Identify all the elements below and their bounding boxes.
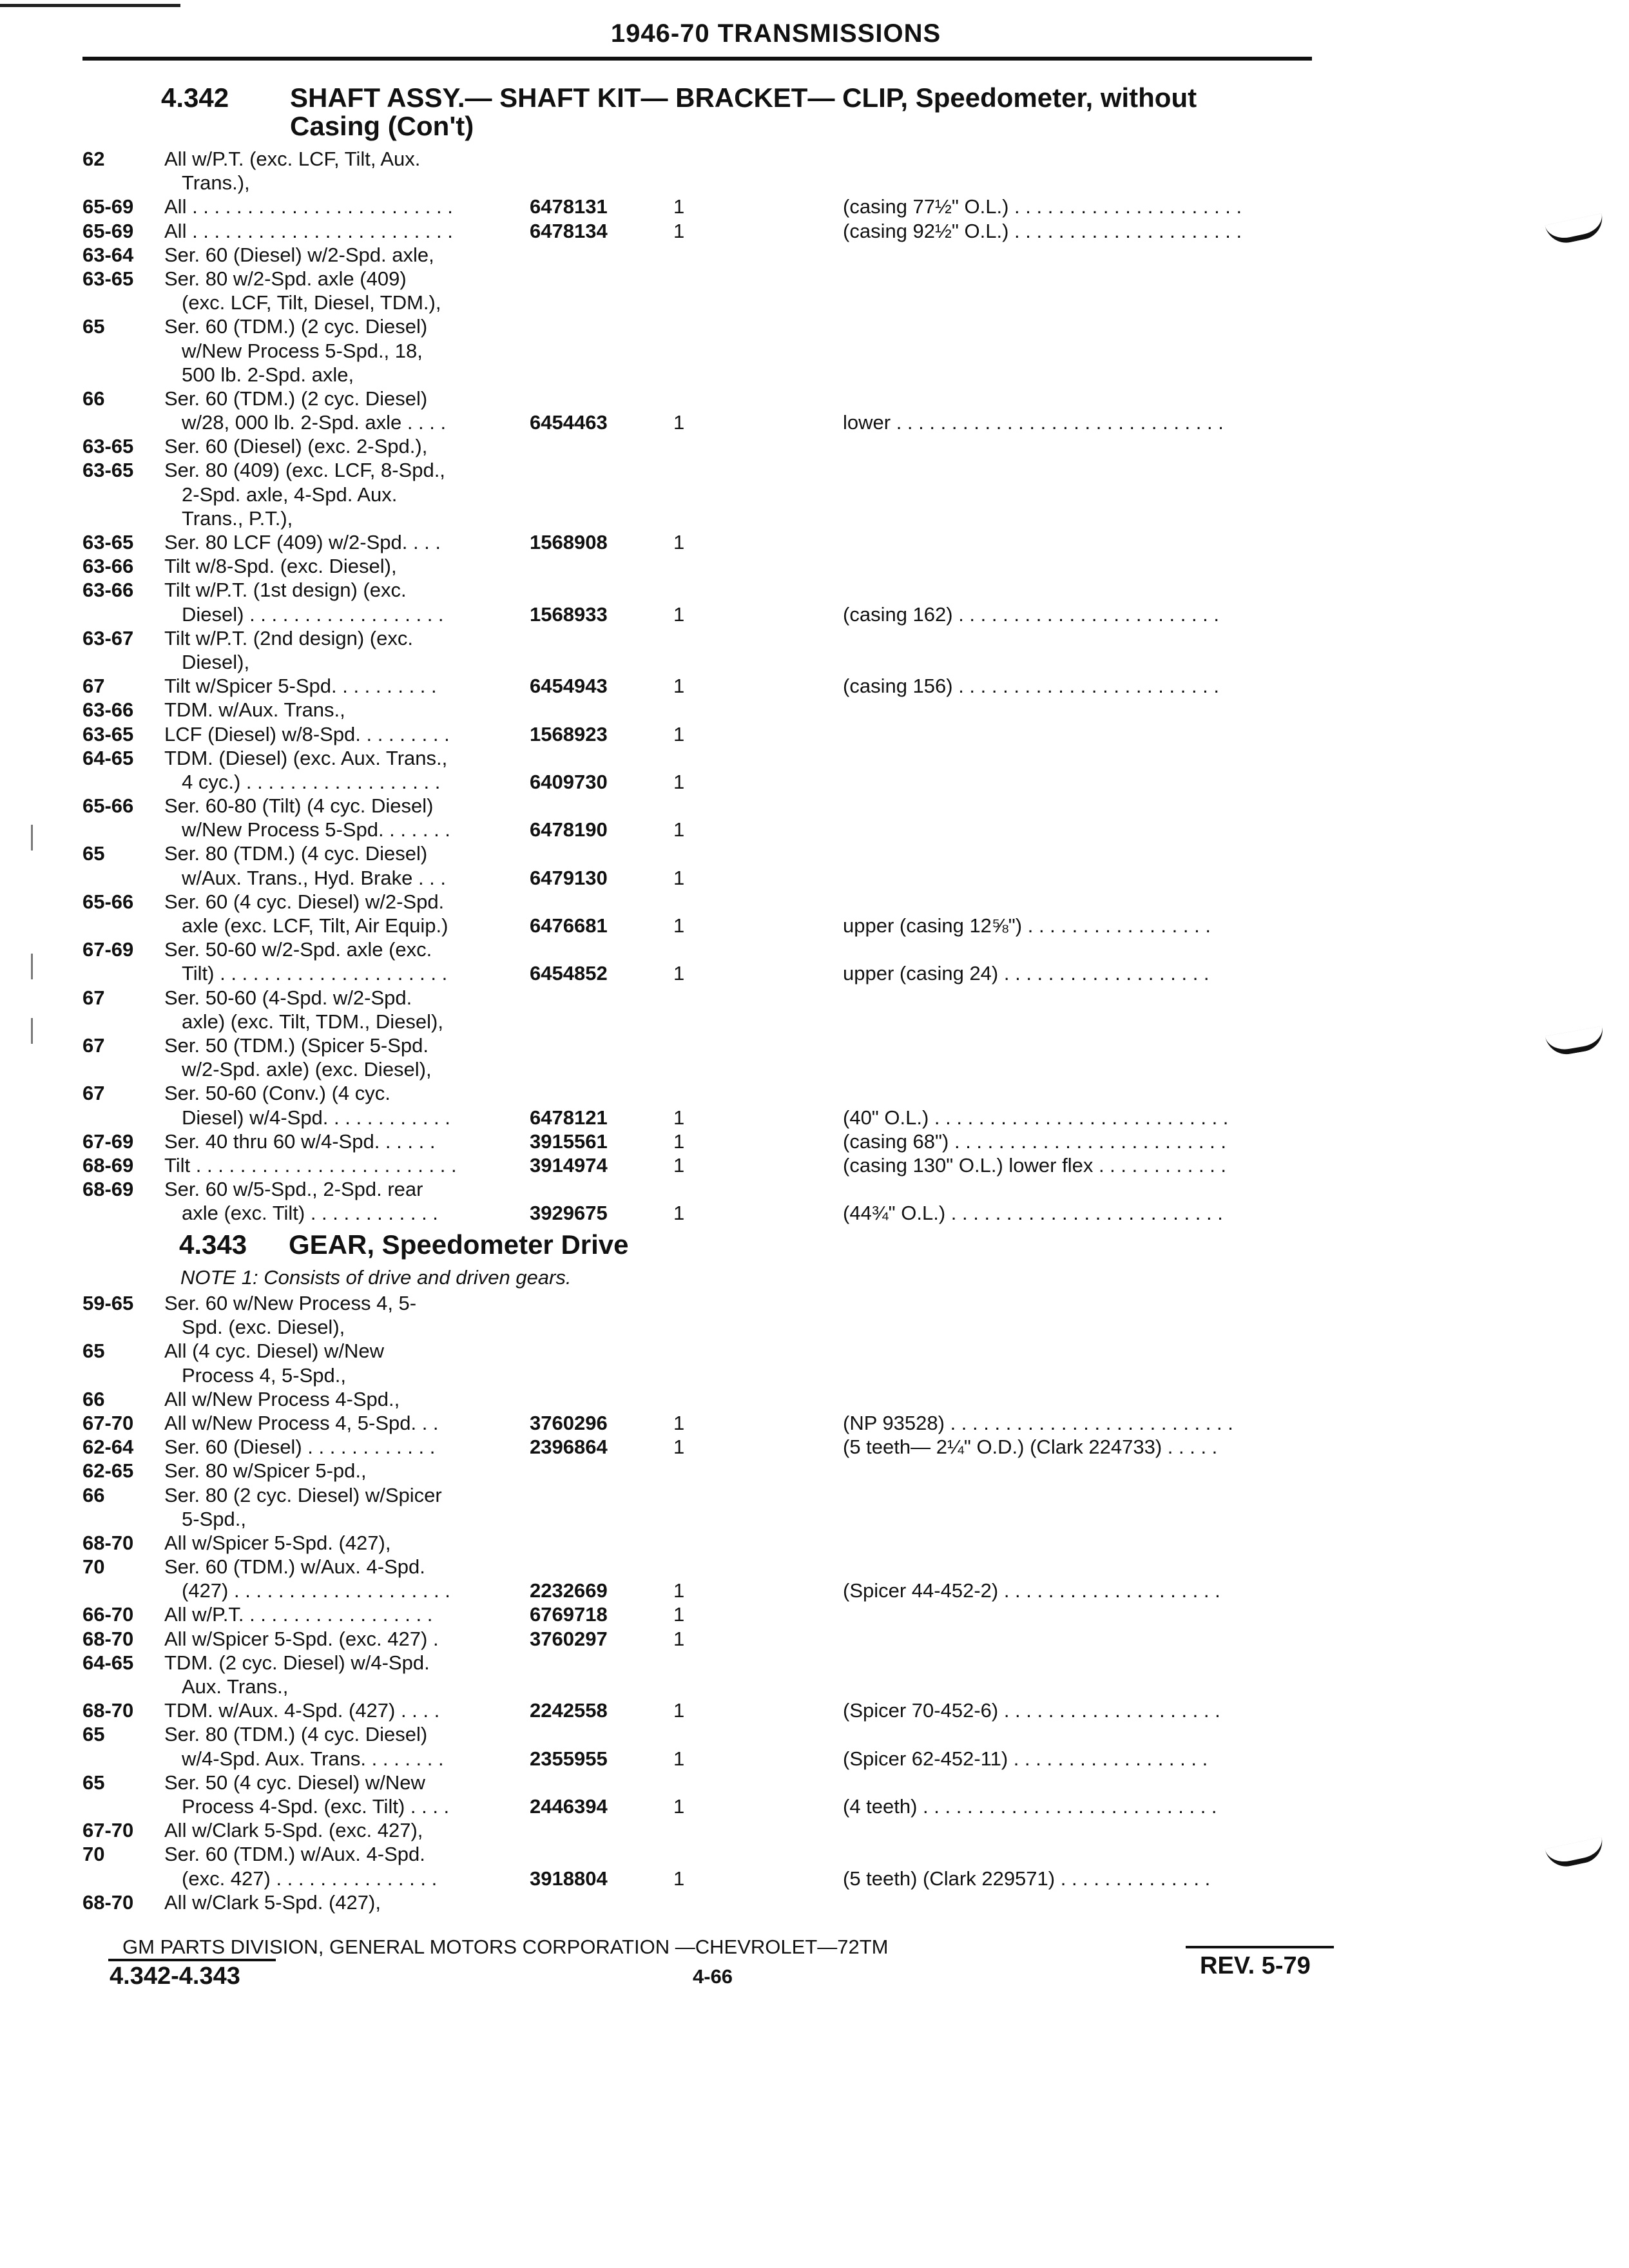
part-note: (casing 92½" O.L.) . . . . . . . . . . . . . . . . . . . . . [843,219,1242,242]
application-description: Diesel) w/4-Spd. . . . . . . . . . . . [182,1106,450,1129]
margin-mark [31,825,33,850]
part-number: 1568933 [530,602,608,626]
model-years: 67-69 [82,1129,134,1153]
footer-division: GM PARTS DIVISION, GENERAL MOTORS CORPORATION —CHEVROLET—72TM [122,1936,889,1958]
quantity: 1 [673,1106,685,1129]
application-description: Ser. 60 (TDM.) (2 cyc. Diesel) [164,387,428,410]
application-description: Ser. 80 LCF (409) w/2-Spd. . . . [164,531,441,553]
quantity: 1 [673,219,685,242]
application-description: Tilt) . . . . . . . . . . . . . . . . . . . . . [182,962,448,985]
table-row [0,937,1629,961]
quantity: 1 [673,1129,685,1153]
application-description: w/New Process 5-Spd., 18, [182,339,423,362]
table-row [0,410,1629,434]
application-description: Ser. 60 (TDM.) w/Aux. 4-Spd. [164,1555,425,1579]
table-row [0,1177,1629,1201]
footer-section-code: 4.342-4.343 [110,1963,240,1990]
quantity: 1 [673,962,685,985]
part-number: 6478190 [530,818,608,841]
quantity: 1 [673,1794,685,1818]
part-number: 2232669 [530,1579,608,1602]
table-row [0,1747,1629,1771]
application-description: Ser. 50-60 (4-Spd. w/2-Spd. [164,986,412,1009]
application-description: axle (exc. LCF, Tilt, Air Equip.) [182,914,448,937]
part-note: (casing 130" O.L.) lower flex . . . . . . . . . . . . [843,1153,1227,1177]
part-note: (casing 156) . . . . . . . . . . . . . . . . . . . . . . . . [843,675,1220,698]
table-row [0,147,1629,171]
application-description: Trans., P.T.), [182,506,293,530]
application-description: All w/P.T. . . . . . . . . . . . . . . . . . [164,1603,433,1626]
quantity: 1 [673,722,685,745]
part-number: 3918804 [530,1867,608,1890]
model-years: 63-66 [82,579,134,602]
application-description: TDM. w/Aux. Trans., [164,698,345,722]
model-years: 65-69 [82,195,134,218]
table-row [0,674,1629,698]
application-description: Spd. (exc. Diesel), [182,1316,345,1339]
application-description: All w/New Process 4-Spd., [164,1387,400,1410]
model-years: 67-70 [82,1411,134,1434]
table-row [0,961,1629,985]
table-row [0,506,1629,530]
part-note: lower . . . . . . . . . . . . . . . . . . . . . . . . . . . . . . [843,411,1224,434]
part-note: upper (casing 12⅝") . . . . . . . . . . . . . . . . . [843,914,1211,937]
table-row [0,314,1629,338]
section-heading: SHAFT ASSY.— SHAFT KIT— BRACKET— CLIP, Speedometer, without [290,82,1197,113]
table-row [0,1033,1629,1057]
model-years: 62-64 [82,1436,134,1459]
margin-mark [31,1018,33,1044]
table-row [0,1818,1629,1842]
quantity: 1 [673,1202,685,1225]
table-row [0,578,1629,602]
table-row [0,1363,1629,1387]
application-description: Process 4-Spd. (exc. Tilt) . . . . [182,1794,450,1818]
footer-rule [1186,1946,1334,1948]
model-years: 65-66 [82,890,134,913]
part-note: (Spicer 44-452-2) . . . . . . . . . . . . . . . . . . . . [843,1579,1220,1602]
model-years: 67-70 [82,1819,134,1842]
application-description: Ser. 60 (Diesel) w/2-Spd. axle, [164,243,434,266]
application-description: Ser. 80 (TDM.) (4 cyc. Diesel) [164,842,428,865]
part-note: (NP 93528) . . . . . . . . . . . . . . . . . . . . . . . . . . [843,1411,1233,1434]
part-number: 3915561 [530,1129,608,1153]
model-years: 68-70 [82,1627,134,1650]
application-description: axle (exc. Tilt) . . . . . . . . . . . . [182,1202,438,1225]
section-heading-continued: Casing (Con't) [290,111,474,141]
model-years: 63-65 [82,267,134,290]
quantity: 1 [673,1867,685,1890]
application-description: TDM. (2 cyc. Diesel) w/4-Spd. [164,1651,430,1674]
application-description: Ser. 50 (TDM.) (Spicer 5-Spd. [164,1033,429,1057]
part-number: 6769718 [530,1603,608,1626]
margin-mark [31,954,33,979]
model-years: 67 [82,675,105,698]
table-row [0,195,1629,218]
part-note: (5 teeth— 2¼" O.D.) (Clark 224733) . . . . . [843,1436,1218,1459]
table-row [0,458,1629,482]
application-description: 5-Spd., [182,1507,246,1530]
model-years: 59-65 [82,1292,134,1314]
application-description: Diesel) . . . . . . . . . . . . . . . . . . [182,602,444,626]
part-number: 3929675 [530,1202,608,1225]
application-description: Ser. 60-80 (Tilt) (4 cyc. Diesel) [164,794,434,818]
application-description: Ser. 60 (Diesel) (exc. 2-Spd.), [164,435,428,458]
table-row [0,1291,1629,1315]
table-row [0,770,1629,794]
part-note: (casing 77½" O.L.) . . . . . . . . . . . . . . . . . . . . . [843,195,1242,218]
model-years: 63-65 [82,435,134,458]
parts-table-4-342 [0,147,1629,1225]
table-row [0,1057,1629,1081]
part-number: 2396864 [530,1436,608,1459]
application-description: Ser. 50-60 (Conv.) (4 cyc. [164,1082,390,1105]
quantity: 1 [673,1579,685,1602]
section-heading: GEAR, Speedometer Drive [289,1229,629,1260]
application-description: Trans.), [182,171,250,195]
model-years: 68-69 [82,1178,134,1201]
quantity: 1 [673,1411,685,1434]
model-years: 67-69 [82,938,134,961]
table-row [0,1890,1629,1914]
model-years: 62-65 [82,1459,134,1483]
table-row [0,650,1629,674]
part-number: 2446394 [530,1794,608,1818]
table-row [0,219,1629,243]
application-description: Ser. 60 (TDM.) w/Aux. 4-Spd. [164,1843,425,1866]
application-description: Tilt w/P.T. (2nd design) (exc. [164,626,413,649]
model-years: 63-65 [82,722,134,745]
part-note: (40" O.L.) . . . . . . . . . . . . . . . . . . . . . . . . . . . [843,1106,1229,1129]
table-row [0,1435,1629,1459]
application-description: All (4 cyc. Diesel) w/New [164,1340,385,1363]
table-row [0,841,1629,865]
model-years: 63-66 [82,555,134,578]
application-description: w/Aux. Trans., Hyd. Brake . . . [182,866,447,889]
application-description: Ser. 60 (4 cyc. Diesel) w/2-Spd. [164,890,445,913]
quantity: 1 [673,531,685,553]
application-description: w/New Process 5-Spd. . . . . . . [182,818,450,841]
table-row [0,1698,1629,1722]
part-number: 1568923 [530,722,608,745]
application-description: axle) (exc. Tilt, TDM., Diesel), [182,1010,443,1033]
model-years: 67 [82,1082,105,1105]
table-row [0,1675,1629,1698]
table-row [0,1771,1629,1794]
application-description: (427) . . . . . . . . . . . . . . . . . . . . [182,1579,450,1602]
table-row [0,1602,1629,1626]
model-years: 66 [82,387,105,410]
application-description: Ser. 80 (TDM.) (4 cyc. Diesel) [164,1723,428,1746]
application-description: Tilt w/Spicer 5-Spd. . . . . . . . . . [164,675,437,698]
table-row [0,1579,1629,1602]
model-years: 67 [82,986,105,1009]
quantity: 1 [673,675,685,698]
table-row [0,602,1629,626]
quantity: 1 [673,411,685,434]
table-row [0,483,1629,506]
table-row [0,554,1629,578]
part-number: 6454943 [530,675,608,698]
table-row [0,626,1629,650]
quantity: 1 [673,866,685,889]
application-description: All w/Clark 5-Spd. (exc. 427), [164,1819,423,1842]
part-note: (Spicer 62-452-11) . . . . . . . . . . . . . . . . . . [843,1747,1208,1770]
table-row [0,243,1629,267]
table-row [0,1153,1629,1177]
part-number: 6479130 [530,866,608,889]
part-note: (casing 162) . . . . . . . . . . . . . . . . . . . . . . . . [843,602,1220,626]
part-number: 6478121 [530,1106,608,1129]
part-number: 6476681 [530,914,608,937]
table-row [0,339,1629,363]
application-description: Ser. 50 (4 cyc. Diesel) w/New [164,1771,425,1794]
quantity: 1 [673,602,685,626]
model-years: 68-70 [82,1699,134,1722]
model-years: 64-65 [82,1651,134,1674]
model-years: 65 [82,1340,105,1363]
part-number: 2355955 [530,1747,608,1770]
model-years: 62 [82,148,105,170]
model-years: 70 [82,1843,105,1866]
application-description: Ser. 80 (409) (exc. LCF, 8-Spd., [164,459,445,482]
quantity: 1 [673,1627,685,1650]
part-number: 6478134 [530,219,608,242]
section-title-4-342 [161,84,1321,140]
table-row [0,1627,1629,1651]
application-description: All w/Spicer 5-Spd. (exc. 427) . [164,1627,439,1650]
table-row [0,794,1629,818]
application-description: Process 4, 5-Spd., [182,1363,347,1387]
part-number: 3760297 [530,1627,608,1650]
table-row [0,890,1629,914]
table-row [0,1411,1629,1435]
table-row [0,1315,1629,1339]
table-row [0,387,1629,410]
application-description: Ser. 80 (2 cyc. Diesel) w/Spicer [164,1483,442,1506]
part-note: (5 teeth) (Clark 229571) . . . . . . . . . . . . . . [843,1867,1211,1890]
application-description: w/4-Spd. Aux. Trans. . . . . . . . [182,1747,444,1770]
table-row [0,1651,1629,1675]
parts-table-4-343 [0,1291,1629,1914]
quantity: 1 [673,1747,685,1770]
application-description: All w/New Process 4, 5-Spd. . . [164,1411,439,1434]
model-years: 64-65 [82,746,134,769]
model-years: 68-70 [82,1531,134,1554]
part-number: 6454852 [530,962,608,985]
table-row [0,698,1629,722]
quantity: 1 [673,1699,685,1722]
model-years: 65 [82,842,105,865]
table-row [0,818,1629,841]
application-description: LCF (Diesel) w/8-Spd. . . . . . . . . [164,722,450,745]
table-row [0,1339,1629,1363]
part-note: (casing 68") . . . . . . . . . . . . . . . . . . . . . . . . . [843,1129,1226,1153]
application-description: Ser. 60 (Diesel) . . . . . . . . . . . . [164,1436,436,1459]
table-row [0,530,1629,554]
application-description: Tilt w/P.T. (1st design) (exc. [164,579,407,602]
part-number: 6454463 [530,411,608,434]
table-row [0,1459,1629,1483]
quantity: 1 [673,1436,685,1459]
application-description: All w/Spicer 5-Spd. (427), [164,1531,391,1554]
page-title: 1946-70 TRANSMISSIONS [610,19,941,48]
application-description: w/2-Spd. axle) (exc. Diesel), [182,1058,432,1081]
model-years: 65 [82,1723,105,1746]
model-years: 67 [82,1033,105,1057]
application-description: Ser. 50-60 w/2-Spd. axle (exc. [164,938,432,961]
model-years: 66 [82,1483,105,1506]
application-description: TDM. w/Aux. 4-Spd. (427) . . . . [164,1699,440,1722]
application-description: 2-Spd. axle, 4-Spd. Aux. [182,483,398,506]
table-row [0,1531,1629,1555]
application-description: w/28, 000 lb. 2-Spd. axle . . . . [182,411,447,434]
table-row [0,1081,1629,1105]
quantity: 1 [673,1153,685,1177]
table-row [0,914,1629,937]
part-number: 1568908 [530,531,608,553]
part-number: 2242558 [530,1699,608,1722]
table-row [0,1483,1629,1507]
application-description: 500 lb. 2-Spd. axle, [182,363,354,386]
table-row [0,1555,1629,1579]
section-number: 4.342 [161,82,229,113]
table-row [0,171,1629,195]
application-description: All . . . . . . . . . . . . . . . . . . . . . . . . [164,219,453,242]
application-description: Tilt . . . . . . . . . . . . . . . . . . . . . . . . [164,1153,457,1177]
table-row [0,986,1629,1010]
application-description: Ser. 60 w/New Process 4, 5- [164,1292,417,1314]
model-years: 63-65 [82,459,134,482]
application-description: 4 cyc.) . . . . . . . . . . . . . . . . . . [182,770,441,793]
part-number: 3760296 [530,1411,608,1434]
quantity: 1 [673,818,685,841]
footer-revision: REV. 5-79 [1200,1952,1311,1979]
application-description: (exc. 427) . . . . . . . . . . . . . . . [182,1867,438,1890]
model-years: 70 [82,1555,105,1579]
table-row [0,1387,1629,1411]
model-years: 68-69 [82,1153,134,1177]
table-row [0,291,1629,314]
application-description: All . . . . . . . . . . . . . . . . . . . . . . . . [164,195,453,218]
quantity: 1 [673,770,685,793]
application-description: Ser. 80 w/2-Spd. axle (409) [164,267,407,290]
quantity: 1 [673,1603,685,1626]
table-row [0,866,1629,890]
application-description: Tilt w/8-Spd. (exc. Diesel), [164,555,397,578]
table-row [0,363,1629,387]
part-number: 3914974 [530,1153,608,1177]
application-description: TDM. (Diesel) (exc. Aux. Trans., [164,746,448,769]
application-description: Aux. Trans., [182,1675,289,1698]
table-row [0,1106,1629,1129]
part-number: 6409730 [530,770,608,793]
table-row [0,1507,1629,1531]
footer-page-number: 4-66 [693,1965,733,1988]
application-description: Ser. 80 w/Spicer 5-pd., [164,1459,367,1483]
quantity: 1 [673,914,685,937]
model-years: 63-64 [82,243,134,266]
table-row [0,1867,1629,1890]
part-note: (44¾" O.L.) . . . . . . . . . . . . . . . . . . . . . . . . . [843,1202,1223,1225]
application-description: Diesel), [182,650,250,673]
table-row [0,1794,1629,1818]
model-years: 63-65 [82,531,134,553]
application-description: All w/Clark 5-Spd. (427), [164,1890,381,1914]
section-note: NOTE 1: Consists of drive and driven gears. [180,1266,572,1289]
quantity: 1 [673,195,685,218]
model-years: 65 [82,315,105,338]
section-title-4-343 [179,1231,629,1259]
table-row [0,434,1629,458]
part-note: (4 teeth) . . . . . . . . . . . . . . . . . . . . . . . . . . . [843,1794,1217,1818]
model-years: 66-70 [82,1603,134,1626]
part-note: upper (casing 24) . . . . . . . . . . . . . . . . . . . [843,962,1210,985]
footer-rule [108,1959,276,1961]
model-years: 63-67 [82,626,134,649]
application-description: All w/P.T. (exc. LCF, Tilt, Aux. [164,148,421,170]
table-row [0,1722,1629,1746]
part-number: 6478131 [530,195,608,218]
table-row [0,267,1629,291]
model-years: 65-66 [82,794,134,818]
application-description: (exc. LCF, Tilt, Diesel, TDM.), [182,291,441,314]
model-years: 65 [82,1771,105,1794]
header-rule [82,57,1312,61]
table-row [0,722,1629,746]
page-header [0,19,1629,48]
application-description: Ser. 60 w/5-Spd., 2-Spd. rear [164,1178,423,1201]
table-row [0,746,1629,770]
model-years: 68-70 [82,1890,134,1914]
part-note: (Spicer 70-452-6) . . . . . . . . . . . . . . . . . . . . [843,1699,1220,1722]
model-years: 65-69 [82,219,134,242]
model-years: 66 [82,1387,105,1410]
table-row [0,1129,1629,1153]
application-description: Ser. 40 thru 60 w/4-Spd. . . . . . [164,1129,436,1153]
table-row [0,1201,1629,1225]
corner-rule [0,4,180,7]
table-row [0,1010,1629,1033]
table-row [0,1842,1629,1866]
application-description: Ser. 60 (TDM.) (2 cyc. Diesel) [164,315,428,338]
model-years: 63-66 [82,698,134,722]
section-number: 4.343 [179,1229,247,1260]
